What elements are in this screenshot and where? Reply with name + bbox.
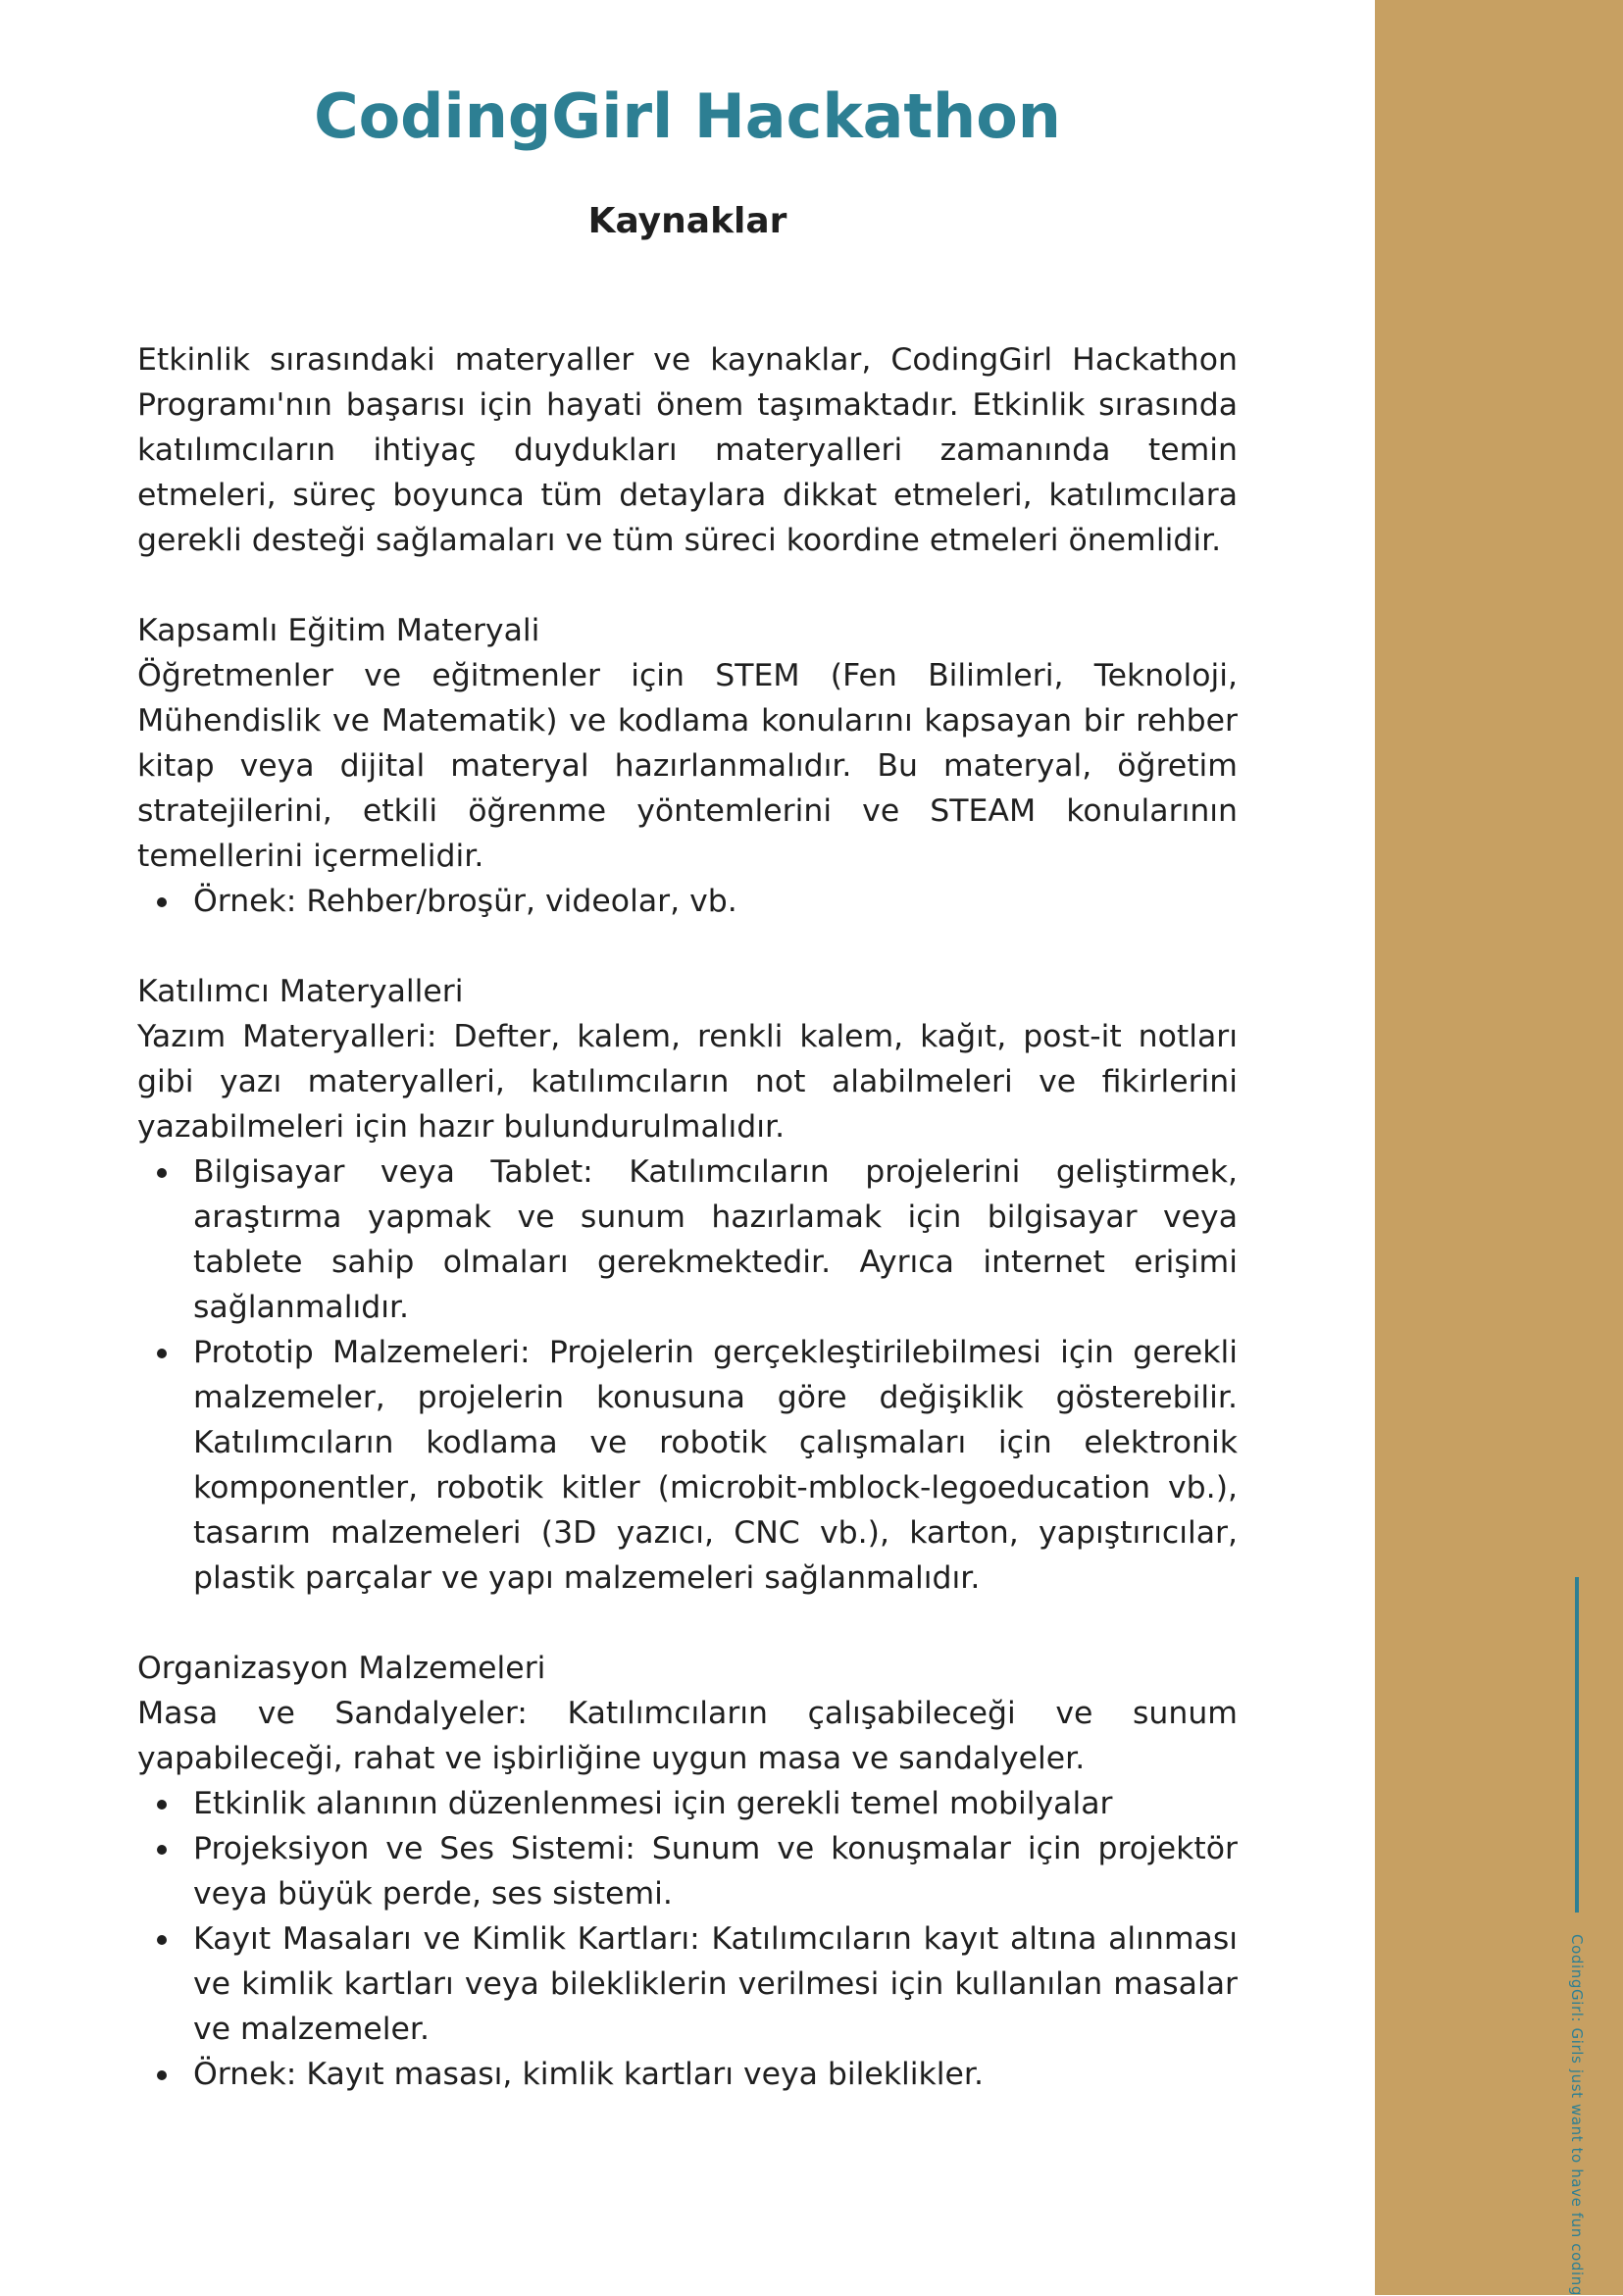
bullet-list [137,1781,1238,2097]
section-spacer [137,563,1238,608]
side-panel [1375,0,1623,2295]
section-training-material [137,608,1238,924]
bullet-item: Örnek: Rehber/broşür, videolar, vb. [193,879,1238,924]
bullet-item: Bilgisayar veya Tablet: Katılımcıların projelerini geliştirmek, araştırma yapmak ve sunum hazırlamak için bilgisayar veya tablete sahip olmaları gerekmektedir. Ayrıca internet erişimi sağlanmalıdır. [193,1149,1238,1330]
sidebar-tagline: CodingGirl: Girls just want to have fun coding [1568,1934,1586,2296]
section-spacer [137,1601,1238,1646]
section-organization-materials [137,1646,1238,2097]
bullet-list [137,1149,1238,1601]
section-heading: Organizasyon Malzemeleri [137,1651,546,1686]
bullet-list [137,879,1238,924]
section-body: Öğretmenler ve eğitmenler için STEM (Fen Bilimleri, Teknoloji, Mühendislik ve Matematik) ve kodlama konularını kapsayan bir rehber kitap veya dijital materyal hazırlanmalıdır. Bu materyal, öğretim stratejilerini, etkili öğrenme yöntemlerini ve STEAM konularının temellerini içermelidir. [137,658,1238,874]
page-subtitle: Kaynaklar [587,201,787,241]
section-body: Yazım Materyalleri: Defter, kalem, renkli kalem, kağıt, post-it notları gibi yazı materyalleri, katılımcıların not alabilmeleri ve fikirlerini yazabilmeleri için hazır bulundurulmalıdır. [137,1019,1238,1145]
bullet-item: Projeksiyon ve Ses Sistemi: Sunum ve konuşmalar için projektör veya büyük perde, ses sistemi. [193,1826,1238,1916]
section-participant-materials [137,969,1238,1601]
section-spacer [137,924,1238,969]
sidebar-divider-line [1575,1577,1579,1913]
bullet-item: Kayıt Masaları ve Kimlik Kartları: Katılımcıların kayıt altına alınması ve kimlik kartları veya bilekliklerin verilmesi için kullanılan masalar ve malzemeler. [193,1916,1238,2052]
bullet-item: Etkinlik alanının düzenlenmesi için gerekli temel mobilyalar [193,1781,1238,1826]
bullet-item: Prototip Malzemeleri: Projelerin gerçekleştirilebilmesi için gerekli malzemeler, projelerin konusuna göre değişiklik gösterebilir. Katılımcıların kodlama ve robotik çalışmaları için elektronik komponentler, robotik kitler (microbit-mblock-legoeducation vb.), tasarım malzemeleri (3D yazıcı, CNC vb.), karton, yapıştırıcılar, plastik parçalar ve yapı malzemeleri sağlanmalıdır. [193,1330,1238,1601]
document-body [137,337,1238,2097]
intro-paragraph: Etkinlik sırasındaki materyaller ve kaynaklar, CodingGirl Hackathon Programı'nın başarısı için hayati önem taşımaktadır. Etkinlik sırasında katılımcıların ihtiyaç duydukları materyalleri zamanında temin etmeleri, süreç boyunca tüm detaylara dikkat etmeleri, katılımcılara gerekli desteği sağlamaları ve tüm süreci koordine etmeleri önemlidir. [137,342,1238,558]
page-title: CodingGirl Hackathon [314,80,1061,152]
section-heading: Kapsamlı Eğitim Materyali [137,613,540,648]
bullet-item: Örnek: Kayıt masası, kimlik kartları veya bileklikler. [193,2052,1238,2097]
section-heading: Katılımcı Materyalleri [137,974,464,1009]
section-body: Masa ve Sandalyeler: Katılımcıların çalışabileceği ve sunum yapabileceği, rahat ve işbirliğine uygun masa ve sandalyeler. [137,1696,1238,1776]
